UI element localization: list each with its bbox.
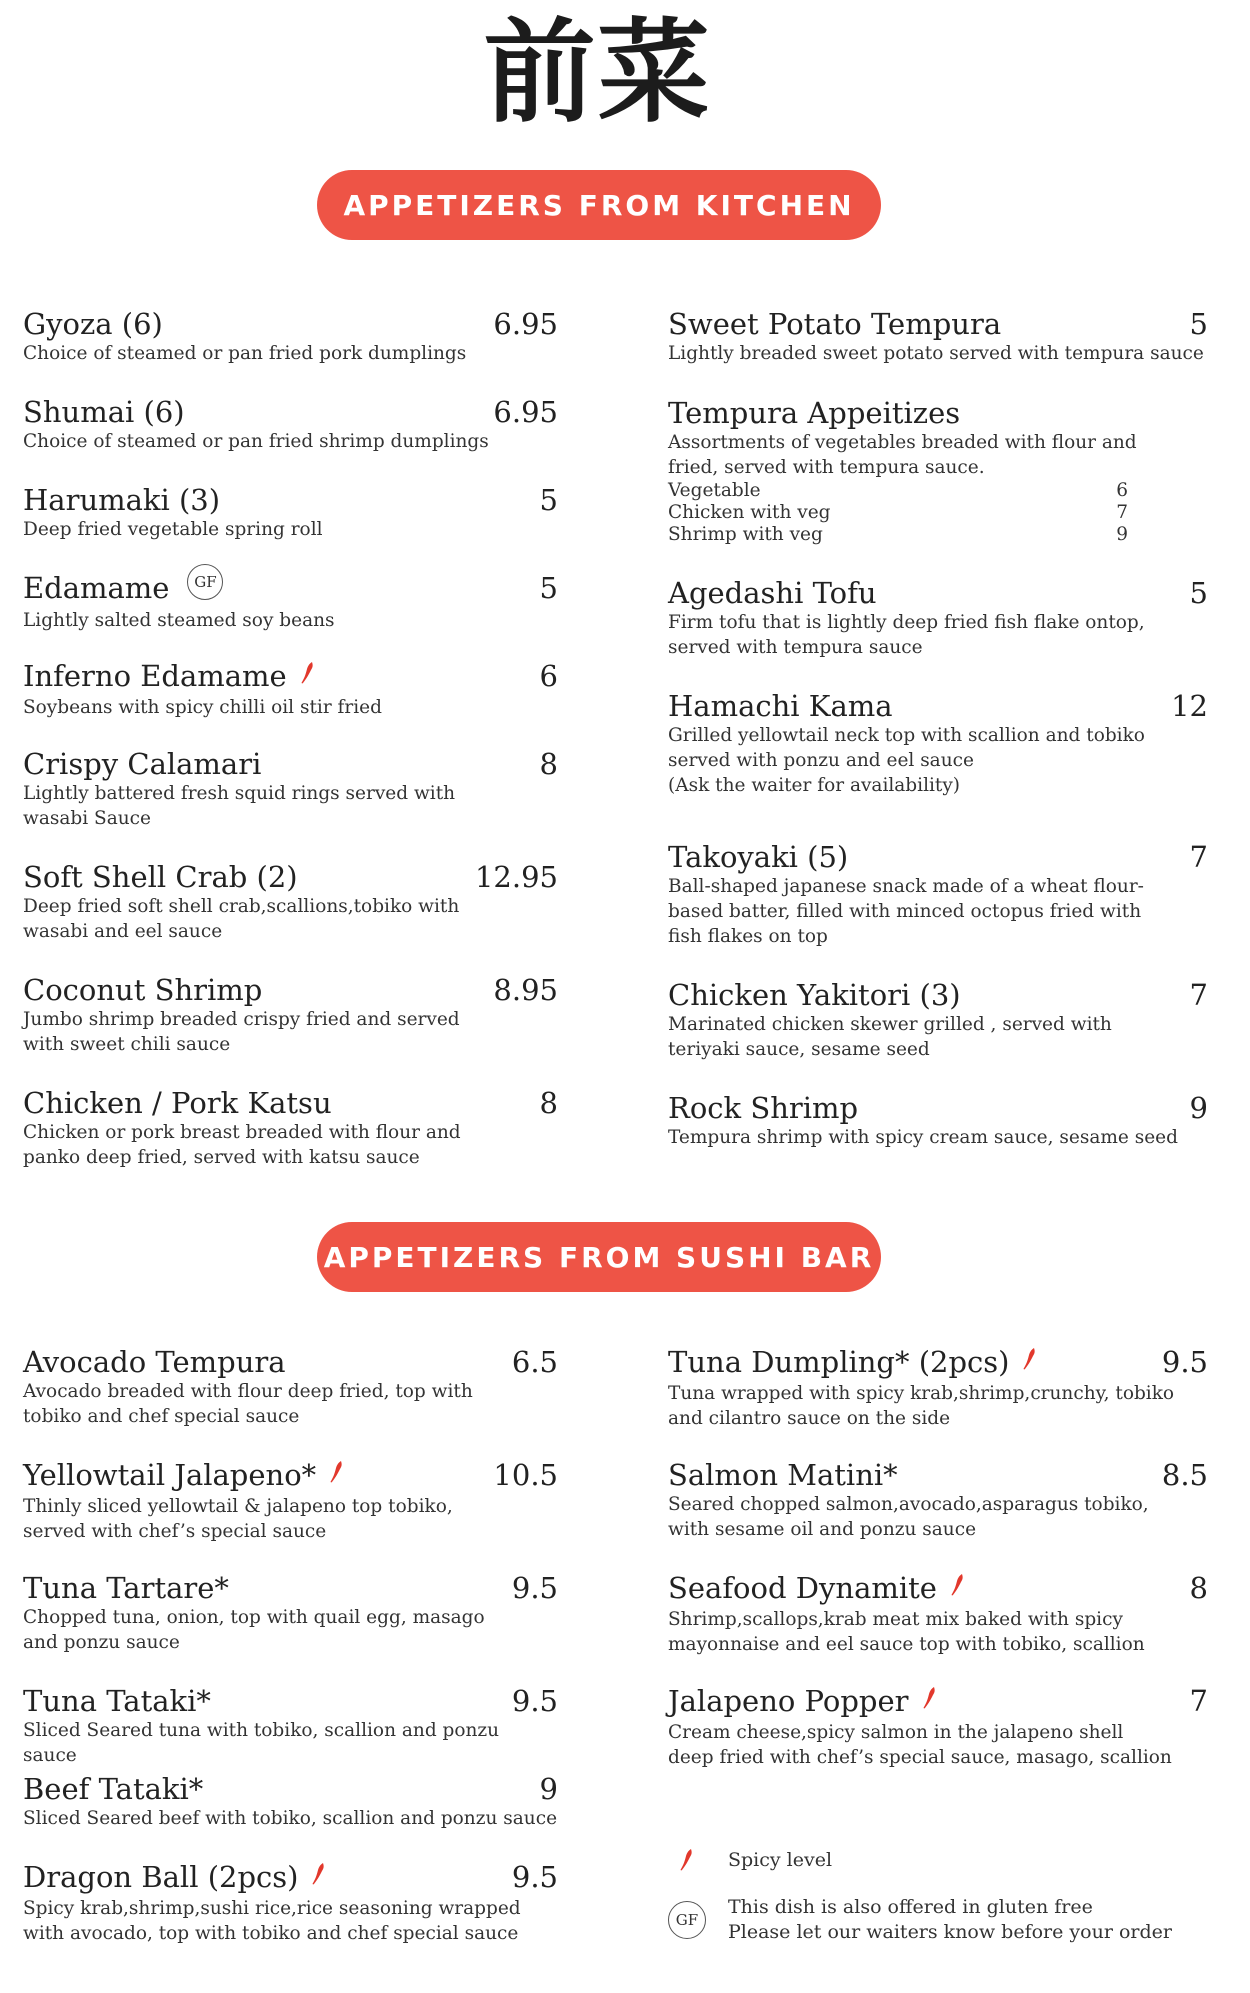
gluten-free-badge-icon: GF: [668, 1901, 706, 1939]
item-price: 9.5: [511, 1571, 558, 1605]
item-description: Chopped tuna, onion, top with quail egg, masago: [23, 1607, 485, 1628]
menu-item: [668, 307, 1208, 366]
menu-item: [23, 1086, 558, 1170]
item-price: 8.95: [493, 973, 558, 1007]
item-description: Firm tofu that is lightly deep fried fish flake ontop,: [668, 612, 1145, 633]
option-label: Chicken with veg: [668, 502, 831, 523]
item-price: 7: [1189, 978, 1208, 1012]
item-price: 5: [1189, 576, 1208, 610]
item-price: 9.5: [511, 1684, 558, 1718]
item-description: Deep fried vegetable spring roll: [23, 519, 323, 540]
chili-pepper-icon: [923, 1683, 937, 1717]
menu-item: [23, 1458, 558, 1544]
menu-item: [668, 396, 1208, 546]
menu-item: [668, 1345, 1208, 1431]
item-name-row: [23, 1458, 558, 1494]
item-price: 6.95: [493, 395, 558, 429]
menu-item: [23, 483, 558, 542]
item-name: Inferno Edamame: [23, 659, 287, 693]
option-label: Shrimp with veg: [668, 524, 823, 545]
item-price: 10.5: [493, 1458, 558, 1492]
item-name-row: [23, 571, 558, 608]
item-price: 6.95: [493, 307, 558, 341]
item-price: 9.5: [1161, 1345, 1208, 1379]
item-name-row: [668, 1571, 1208, 1607]
menu-item: [23, 860, 558, 944]
item-name: Takoyaki (5): [668, 840, 849, 874]
item-description: Marinated chicken skewer grilled , served with: [668, 1014, 1112, 1035]
item-description: with avocado, top with tobiko and chef special sauce: [23, 1923, 519, 1944]
item-description: deep fried with chef’s special sauce, masago, scallion: [668, 1747, 1172, 1768]
item-name-row: [668, 1684, 1208, 1720]
chili-pepper-icon: [301, 658, 315, 692]
option-price: 9: [1116, 524, 1128, 545]
item-description: and ponzu sauce: [23, 1632, 180, 1653]
item-name: Soft Shell Crab (2): [23, 860, 298, 894]
section-header-kitchen: APPETIZERS FROM KITCHEN: [317, 170, 881, 240]
menu-item: [23, 307, 558, 366]
item-name: Tuna Dumpling* (2pcs): [668, 1345, 1010, 1379]
item-name: Tuna Tataki*: [23, 1684, 211, 1718]
item-description: Lightly battered fresh squid rings served with: [23, 783, 456, 804]
item-price: 5: [1189, 307, 1208, 341]
item-description: Soybeans with spicy chilli oil stir fried: [23, 697, 382, 718]
item-description: fish flakes on top: [668, 926, 828, 947]
item-price: 5: [539, 571, 558, 605]
option-label: Vegetable: [668, 480, 761, 501]
item-name: Chicken Yakitori (3): [668, 978, 961, 1012]
chili-pepper-icon: [680, 1848, 694, 1879]
item-price: 9: [539, 1772, 558, 1806]
item-description: served with tempura sauce: [668, 637, 923, 658]
item-name: Jalapeno Popper: [668, 1684, 909, 1718]
item-description: teriyaki sauce, sesame seed: [668, 1039, 930, 1060]
section-header-sushi-bar: APPETIZERS FROM SUSHI BAR: [317, 1222, 881, 1292]
menu-item: [23, 1571, 558, 1655]
item-description: served with ponzu and eel sauce: [668, 750, 974, 771]
item-description: Jumbo shrimp breaded crispy fried and served: [23, 1009, 460, 1030]
menu-item: [668, 1684, 1208, 1770]
menu-item: [668, 1091, 1208, 1150]
item-description: Deep fried soft shell crab,scallions,tobiko with: [23, 896, 460, 917]
item-name: Sweet Potato Tempura: [668, 307, 1002, 341]
item-description: Ball-shaped japanese snack made of a wheat flour-: [668, 876, 1144, 897]
item-description: fried, served with tempura sauce.: [668, 457, 985, 478]
item-description: Choice of steamed or pan fried shrimp dumplings: [23, 431, 489, 452]
item-description: (Ask the waiter for availability): [668, 775, 961, 796]
item-description: Tuna wrapped with spicy krab,shrimp,crunchy, tobiko: [668, 1383, 1175, 1404]
item-name: Hamachi Kama: [668, 689, 893, 723]
chili-pepper-icon: [1023, 1344, 1037, 1378]
item-description: served with chef’s special sauce: [23, 1521, 327, 1542]
item-name-row: [668, 1345, 1208, 1381]
item-price: 7: [1189, 1684, 1208, 1718]
item-description: and cilantro sauce on the side: [668, 1408, 951, 1429]
item-name: Shumai (6): [23, 395, 185, 429]
legend-gf-line-1: This dish is also offered in gluten free: [728, 1896, 1093, 1918]
item-description: Cream cheese,spicy salmon in the jalapeno shell: [668, 1722, 1124, 1743]
item-description: Grilled yellowtail neck top with scallion and tobiko: [668, 725, 1145, 746]
item-description: Thinly sliced yellowtail & jalapeno top tobiko,: [23, 1496, 453, 1517]
item-description: Lightly salted steamed soy beans: [23, 610, 335, 631]
menu-item: [668, 1571, 1208, 1657]
item-price: 12: [1171, 689, 1208, 723]
item-description: Sliced Seared beef with tobiko, scallion and ponzu sauce: [23, 1808, 558, 1829]
item-price: 7: [1189, 840, 1208, 874]
item-name: Agedashi Tofu: [668, 576, 877, 610]
menu-item: [23, 659, 558, 720]
item-name: Salmon Matini*: [668, 1458, 898, 1492]
item-name: Tempura Appeitizes: [668, 396, 961, 430]
menu-item: [668, 689, 1208, 798]
item-price: 8: [1189, 1571, 1208, 1605]
gluten-free-badge-icon: GF: [187, 564, 223, 600]
item-name: Beef Tataki*: [23, 1772, 204, 1806]
item-description: with sweet chili sauce: [23, 1034, 231, 1055]
item-description: Chicken or pork breast breaded with flour and: [23, 1122, 461, 1143]
price-option: [668, 524, 1128, 546]
item-description: Sliced Seared tuna with tobiko, scallion and ponzu sauce: [23, 1720, 500, 1766]
item-description: mayonnaise and eel sauce top with tobiko, scallion: [668, 1634, 1145, 1655]
option-price: 7: [1116, 502, 1128, 523]
item-price: 8.5: [1161, 1458, 1208, 1492]
menu-item: [23, 747, 558, 831]
item-description: Shrimp,scallops,krab meat mix baked with spicy: [668, 1609, 1123, 1630]
item-price: 6.5: [511, 1345, 558, 1379]
item-description: based batter, filled with minced octopus fried with: [668, 901, 1142, 922]
menu-item: [23, 1684, 558, 1768]
item-description: Choice of steamed or pan fried pork dumplings: [23, 343, 467, 364]
item-price: 8: [539, 747, 558, 781]
legend-gf-line-2: Please let our waiters know before your order: [728, 1921, 1172, 1943]
item-name-row: [23, 1860, 558, 1896]
item-name: Dragon Ball (2pcs): [23, 1860, 299, 1894]
item-price: 8: [539, 1086, 558, 1120]
item-price: 9: [1189, 1091, 1208, 1125]
item-description: wasabi and eel sauce: [23, 921, 223, 942]
page-title: 前菜: [483, 8, 712, 138]
item-name: Seafood Dynamite: [668, 1571, 937, 1605]
item-description: Seared chopped salmon,avocado,asparagus tobiko,: [668, 1494, 1149, 1515]
menu-item: [23, 1860, 558, 1946]
chili-pepper-icon: [330, 1457, 344, 1491]
item-name: Gyoza (6): [23, 307, 163, 341]
item-name: Crispy Calamari: [23, 747, 262, 781]
item-name: Harumaki (3): [23, 483, 221, 517]
item-price: 9.5: [511, 1860, 558, 1894]
item-description: Spicy krab,shrimp,sushi rice,rice seasoning wrapped: [23, 1898, 521, 1919]
item-description: Assortments of vegetables breaded with flour and: [668, 432, 1137, 453]
option-price: 6: [1116, 480, 1128, 501]
menu-item: [23, 973, 558, 1057]
menu-item: [668, 576, 1208, 660]
item-description: with sesame oil and ponzu sauce: [668, 1519, 977, 1540]
legend-spicy-text: Spicy level: [728, 1849, 833, 1871]
item-description: panko deep fried, served with katsu sauce: [23, 1147, 420, 1168]
price-option: [668, 480, 1128, 502]
item-name-row: [23, 659, 558, 695]
item-description: Lightly breaded sweet potato served with tempura sauce: [668, 343, 1204, 364]
item-name: Chicken / Pork Katsu: [23, 1086, 332, 1120]
menu-item: [668, 840, 1208, 949]
menu-item: [668, 1458, 1208, 1542]
price-option: [668, 502, 1128, 524]
item-name: Edamame: [23, 571, 170, 605]
item-price: 6: [539, 659, 558, 693]
item-price: 5: [539, 483, 558, 517]
menu-item: [668, 978, 1208, 1062]
item-name: Rock Shrimp: [668, 1091, 859, 1125]
item-description: Avocado breaded with flour deep fried, top with: [23, 1381, 473, 1402]
item-name: Coconut Shrimp: [23, 973, 263, 1007]
item-description: tobiko and chef special sauce: [23, 1406, 300, 1427]
menu-item: [23, 1772, 558, 1831]
item-name: Yellowtail Jalapeno*: [23, 1458, 317, 1492]
item-description: wasabi Sauce: [23, 808, 151, 829]
item-name: Avocado Tempura: [23, 1345, 286, 1379]
menu-item: [23, 395, 558, 454]
chili-pepper-icon: [312, 1859, 326, 1893]
item-price: 12.95: [474, 860, 558, 894]
item-description: Tempura shrimp with spicy cream sauce, sesame seed: [668, 1127, 1178, 1148]
menu-item: [23, 571, 558, 633]
chili-pepper-icon: [951, 1570, 965, 1604]
menu-item: [23, 1345, 558, 1429]
item-name: Tuna Tartare*: [23, 1571, 229, 1605]
